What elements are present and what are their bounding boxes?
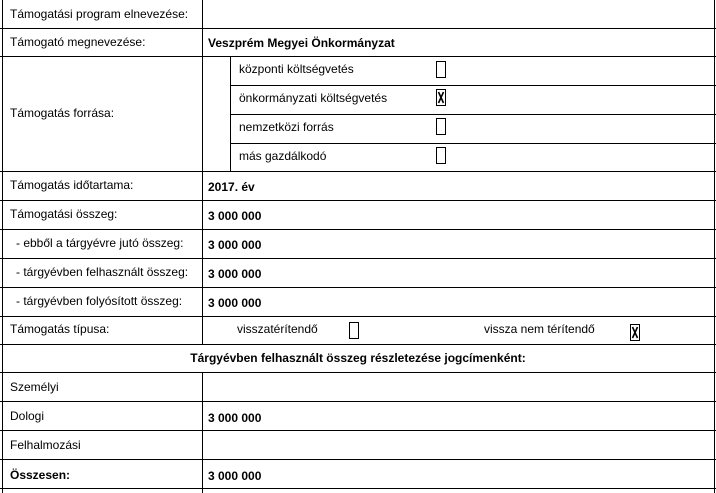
column-divider xyxy=(202,372,203,493)
total-value: 3 000 000 xyxy=(208,469,262,483)
amount-this-year-value: 3 000 000 xyxy=(208,238,262,252)
source-option-label: más gazdálkodó xyxy=(239,149,327,163)
row-divider xyxy=(230,143,716,144)
breakdown-item-label: Felhalmozási xyxy=(10,438,81,452)
row-divider xyxy=(0,287,716,288)
row-divider xyxy=(0,258,716,259)
column-divider xyxy=(230,56,231,171)
duration-label: Támogatás időtartama: xyxy=(10,178,134,192)
grantor-label: Támogató megnevezése: xyxy=(10,35,146,49)
breakdown-heading: Tárgyévben felhasznált összeg részletezése jogcímenként: xyxy=(190,351,526,365)
row-divider xyxy=(0,200,716,201)
used-this-year-value: 3 000 000 xyxy=(208,267,262,281)
row-divider xyxy=(0,316,716,317)
row-divider xyxy=(0,229,716,230)
type-label: Támogatás típusa: xyxy=(10,322,110,336)
column-divider xyxy=(202,0,203,344)
row-divider xyxy=(0,401,716,402)
program-name-label: Támogatási program elnevezése: xyxy=(10,7,189,21)
type-option-checkbox[interactable] xyxy=(630,324,640,341)
source-option-checkbox[interactable] xyxy=(436,118,446,135)
breakdown-item-value: 3 000 000 xyxy=(208,411,262,425)
x-mark-icon xyxy=(437,90,445,105)
row-divider xyxy=(0,344,716,345)
row-divider xyxy=(0,459,716,460)
row-divider xyxy=(0,171,716,172)
used-this-year-label: - tárgyévben felhasznált összeg: xyxy=(16,265,189,279)
source-label: Támogatás forrása: xyxy=(10,106,115,120)
breakdown-item-label: Dologi xyxy=(10,409,45,423)
row-divider xyxy=(0,488,716,489)
duration-value: 2017. év xyxy=(208,180,255,194)
source-option-label: központi költségvetés xyxy=(239,62,354,76)
source-option-checkbox[interactable] xyxy=(436,89,446,106)
row-divider xyxy=(0,28,716,29)
x-mark-icon xyxy=(631,325,639,340)
amount-this-year-label: - ebből a tárgyévre jutó összeg: xyxy=(16,236,184,250)
breakdown-item-label: Személyi xyxy=(10,380,59,394)
row-divider xyxy=(0,56,716,57)
row-divider xyxy=(0,430,716,431)
row-divider xyxy=(0,372,716,373)
row-divider xyxy=(230,114,716,115)
source-option-label: önkormányzati költségvetés xyxy=(239,91,388,105)
source-option-checkbox[interactable] xyxy=(436,147,446,164)
row-divider xyxy=(230,85,716,86)
source-option-label: nemzetközi forrás xyxy=(239,120,334,134)
column-divider xyxy=(714,0,715,493)
type-option-label: visszatérítendő xyxy=(237,322,318,336)
paid-this-year-value: 3 000 000 xyxy=(208,296,262,310)
type-option-label: vissza nem térítendő xyxy=(484,322,595,336)
amount-label: Támogatási összeg: xyxy=(10,207,118,221)
paid-this-year-label: - tárgyévben folyósított összeg: xyxy=(16,294,183,308)
column-divider xyxy=(2,0,3,493)
source-option-checkbox[interactable] xyxy=(436,61,446,78)
amount-value: 3 000 000 xyxy=(208,209,262,223)
total-label: Összesen: xyxy=(10,468,71,482)
type-option-checkbox[interactable] xyxy=(349,322,359,339)
grantor-value: Veszprém Megyei Önkormányzat xyxy=(208,36,395,50)
